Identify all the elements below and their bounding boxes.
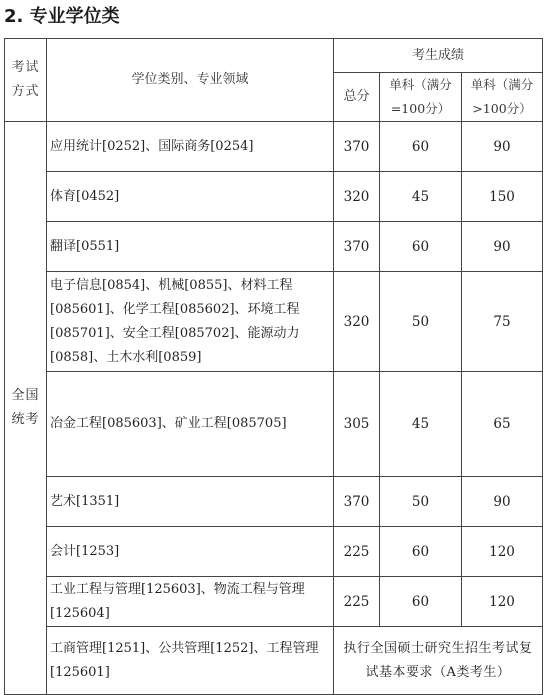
row-single-100: 60	[380, 222, 462, 272]
table-row	[5, 122, 543, 172]
row-single-over-100: 65	[462, 372, 543, 477]
row-category: 翻译[0551]	[47, 222, 334, 272]
row-total: 320	[334, 272, 380, 372]
method-cell: 全国统考	[5, 122, 47, 695]
row-single-over-100: 120	[462, 527, 543, 577]
header-method: 考试方式	[5, 39, 47, 122]
row-single-over-100: 90	[462, 122, 543, 172]
row-total: 305	[334, 372, 380, 477]
row-single-over-100: 90	[462, 477, 543, 527]
row-single-100: 60	[380, 577, 462, 627]
row-single-100: 45	[380, 372, 462, 477]
row-category: 电子信息[0854]、机械[0855]、材料工程[085601]、化学工程[085602]、环境工程[085701]、安全工程[085702]、能源动力[0858]、土木水利[0859]	[47, 272, 334, 372]
table-row	[5, 477, 543, 527]
row-single-over-100: 150	[462, 172, 543, 222]
row-total: 225	[334, 527, 380, 577]
row-single-100: 60	[380, 122, 462, 172]
row-total: 370	[334, 122, 380, 172]
table-row	[5, 577, 543, 627]
row-category: 工业工程与管理[125603]、物流工程与管理[125604]	[47, 577, 334, 627]
section-heading: 2. 专业学位类	[4, 6, 120, 27]
row-category: 冶金工程[085603]、矿业工程[085705]	[47, 372, 334, 477]
row-total: 370	[334, 477, 380, 527]
header-category: 学位类别、专业领域	[47, 39, 334, 122]
row-single-100: 60	[380, 527, 462, 577]
row-single-over-100: 75	[462, 272, 543, 372]
row-total: 225	[334, 577, 380, 627]
table-row	[5, 627, 543, 695]
header-row-1	[5, 39, 543, 73]
table-row	[5, 372, 543, 477]
row-single-100: 45	[380, 172, 462, 222]
row-category: 体育[0452]	[47, 172, 334, 222]
row-total: 320	[334, 172, 380, 222]
row-category: 工商管理[1251]、公共管理[1252]、工程管理[125601]	[47, 627, 334, 695]
row-single-over-100: 90	[462, 222, 543, 272]
row-single-over-100: 120	[462, 577, 543, 627]
row-total: 370	[334, 222, 380, 272]
score-table	[4, 38, 543, 695]
row-single-100: 50	[380, 272, 462, 372]
table-row	[5, 222, 543, 272]
table-row	[5, 272, 543, 372]
table-row	[5, 527, 543, 577]
row-category: 艺术[1351]	[47, 477, 334, 527]
row-single-100: 50	[380, 477, 462, 527]
table-row	[5, 172, 543, 222]
row-category: 会计[1253]	[47, 527, 334, 577]
header-total: 总分	[334, 73, 380, 122]
header-scores-group: 考生成绩	[334, 39, 543, 73]
header-single-over-100: 单科（满分>100分）	[462, 73, 543, 122]
row-note: 执行全国硕士研究生招生考试复试基本要求（A类考生）	[334, 627, 543, 695]
row-category: 应用统计[0252]、国际商务[0254]	[47, 122, 334, 172]
header-single-100: 单科（满分=100分）	[380, 73, 462, 122]
